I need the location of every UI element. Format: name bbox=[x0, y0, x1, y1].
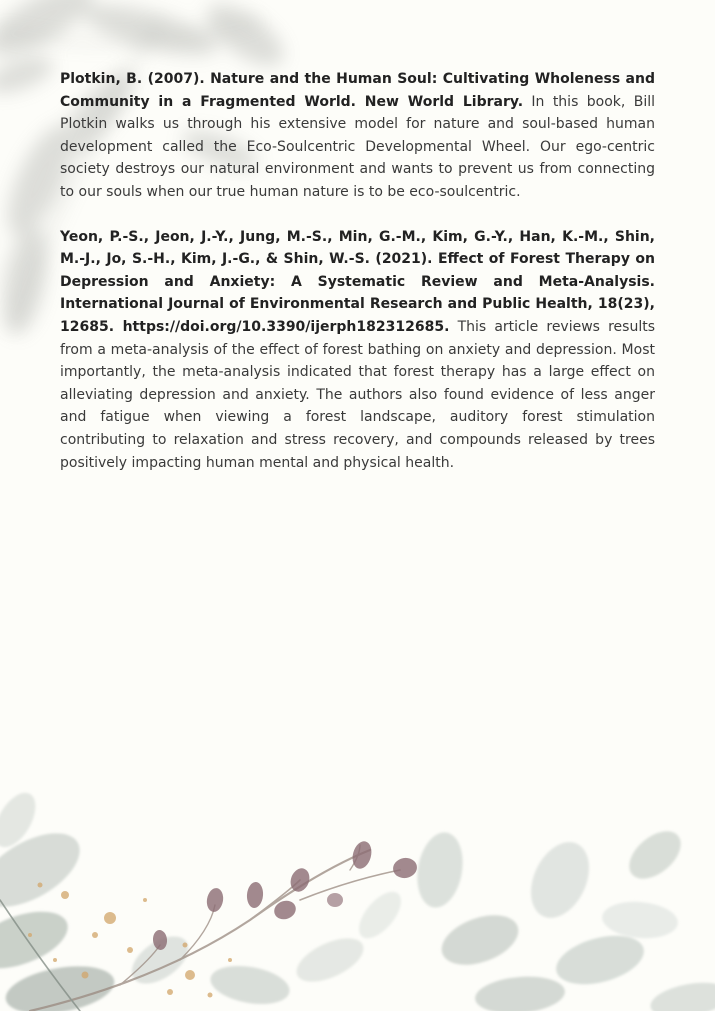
reference-summary: In this book, Bill Plotkin walks us through his extensive model for nature and soul-based human development called the Eco-Soulcentric Developmental Wheel. Our ego-centric society destroys our natural environment and wants to prevent us from connecting to our souls when our true human nature is to be eco-soulcentric. bbox=[60, 93, 655, 200]
reference-citation: Plotkin, B. (2007). Nature and the Human Soul: Cultivating Wholeness and Community in a Fragmented World. New World Library. bbox=[60, 71, 655, 110]
reference-list bbox=[60, 68, 655, 496]
reference-entry-plotkin bbox=[60, 68, 655, 204]
reference-summary: This article reviews results from a meta-analysis of the effect of forest bathing on anxiety and depression. Most importantly, the meta-analysis indicated that forest therapy has a large effect on alleviating depression and anxiety. The authors also found evidence of less anger and fatigue when viewing a forest landscape, auditory forest stimulation contributing to relaxation and stress recovery, and compounds released by trees positively impacting human mental and physical health. bbox=[60, 318, 656, 471]
reference-entry-yeon bbox=[60, 226, 655, 475]
watercolor-leaves-bottom bbox=[0, 786, 715, 1011]
reference-citation: Yeon, P.-S., Jeon, J.-Y., Jung, M.-S., Min, G.-M., Kim, G.-Y., Han, K.-M., Shin, M.-J., Jo, S.-H., Kim, J.-G., & Shin, W.-S. (2021). Effect of Forest Therapy on Depression and Anxiety: A Systematic Review and Meta-Analysis. International Journal of Environmental Research and Public Health, 18(23), 12685. https://doi.org/10.3390/ijerph182312685. bbox=[60, 228, 655, 335]
